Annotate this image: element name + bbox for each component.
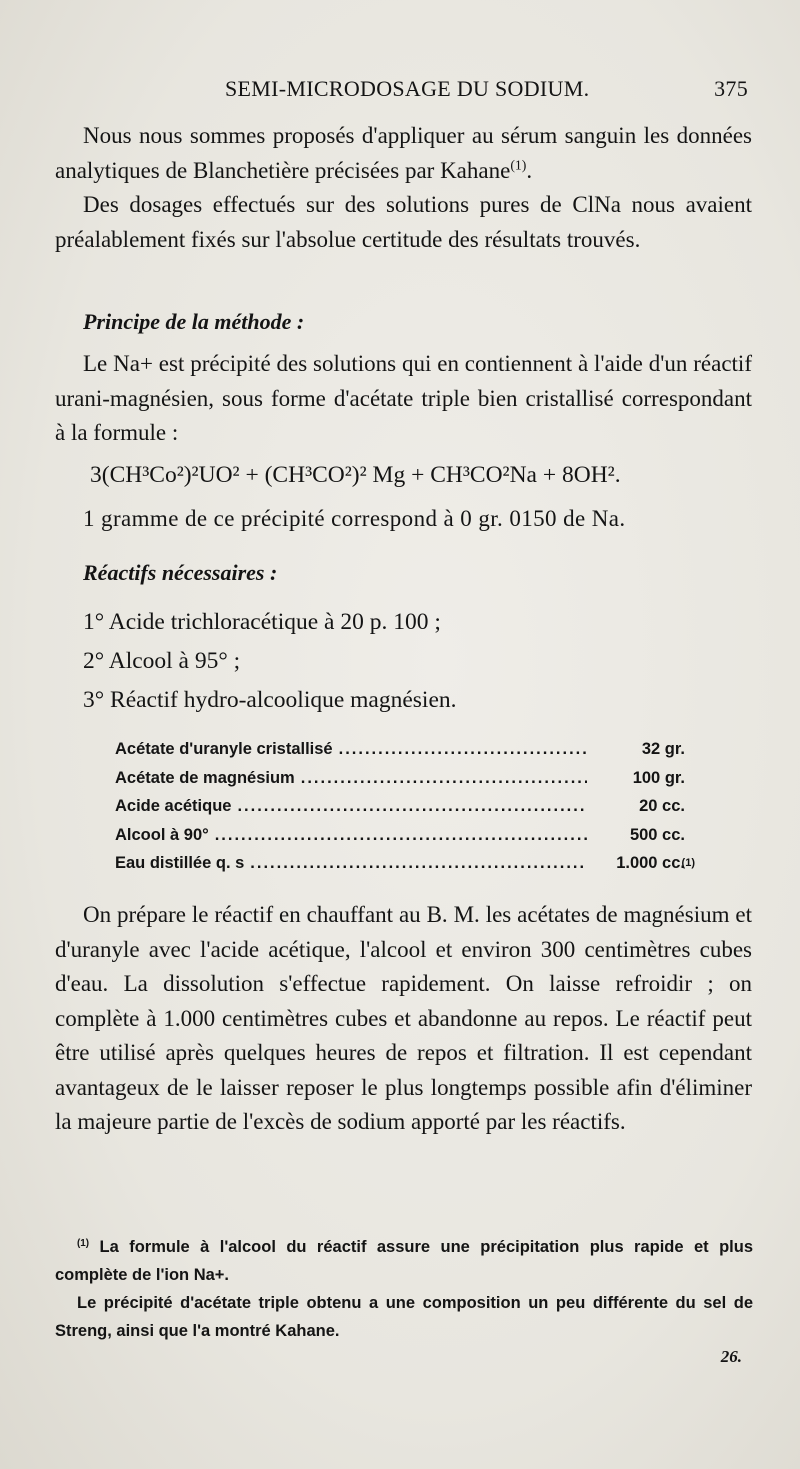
chemical-formula: 3(CH³Co²)²UO² + (CH³CO²)² Mg + CH³CO²Na + 8OH². [90, 462, 621, 488]
table-row: Alcool à 90° ..... 500 cc. [115, 821, 685, 850]
equivalence-line: 1 gramme de ce précipité correspond à 0 gr. 0150 de Na. [83, 506, 626, 531]
table-row: Acétate d'uranyle cristallisé ..... 32 gr. [115, 735, 685, 764]
footnotes [55, 1233, 753, 1345]
intro-paragraphs [55, 119, 752, 257]
reactifs-list [83, 603, 457, 720]
principe-paragraph: Le Na+ est précipité des solutions qui en contiennent à l'aide d'un réactif urani-magnésien, sous forme d'acétate triple bien cristallisé correspondant à la formule : [55, 351, 752, 445]
table-row: Acétate de magnésium ..... 100 gr. [115, 764, 685, 793]
principe-heading: Principe de la méthode : [83, 309, 305, 334]
table-row: Eau distillée q. s ..... 1.000 cc. (1) [115, 849, 685, 878]
footnote-ref: (1) [510, 157, 527, 173]
reactifs-heading: Réactifs nécessaires : [83, 560, 278, 585]
composition-table [115, 735, 695, 878]
preparation-paragraph: On prépare le réactif en chauffant au B. M. les acétates de magnésium et d'uranyle avec l'acide acétique, l'alcool et environ 300 centimètres cubes d'eau. La dissolution s'effectue rapidement. On laisse refroidir ; on complète à 1.000 centimètres cubes et abandonne au repos. Le réactif peut être utilisé après quelques heures de repos et filtration. Il est cependant avantageux de le laisser reposer le plus longtemps possible afin d'éliminer la majeure partie de l'excès de sodium apporté par les réactifs. [55, 902, 752, 1134]
signature-mark: 26. [720, 1347, 742, 1366]
footnote-1: $^{(1)}$ La formule à l'alcool du réactif assure une précipitation plus rapide et plus complète de l'ion Na+. [55, 1238, 754, 1284]
running-title: SEMI-MICRODOSAGE DU SODIUM. [225, 76, 590, 101]
intro-paragraph-1: Nous nous sommes proposés d'appliquer au sérum sanguin les données analytiques de Blanchetière précisées par Kahane$^{(1)}$. [55, 123, 752, 183]
list-item: 3° Réactif hydro-alcoolique magnésien. [83, 687, 457, 713]
table-row: Acide acétique ..... 20 cc. [115, 792, 685, 821]
list-item: 1° Acide trichloracétique à 20 p. 100 ; [83, 609, 441, 635]
page-number: 375 [714, 76, 748, 101]
footnote-2: Le précipité d'acétate triple obtenu a une composition un peu différente du sel de Streng, ainsi que l'a montré Kahane. [55, 1294, 753, 1340]
list-item: 2° Alcool à 95° ; [83, 648, 241, 674]
footnote-ref: (1) [681, 857, 695, 869]
intro-paragraph-2: Des dosages effectués sur des solutions pures de ClNa nous avaient préalablement fixés sur l'absolue certitude des résultats trouvés. [55, 192, 752, 252]
